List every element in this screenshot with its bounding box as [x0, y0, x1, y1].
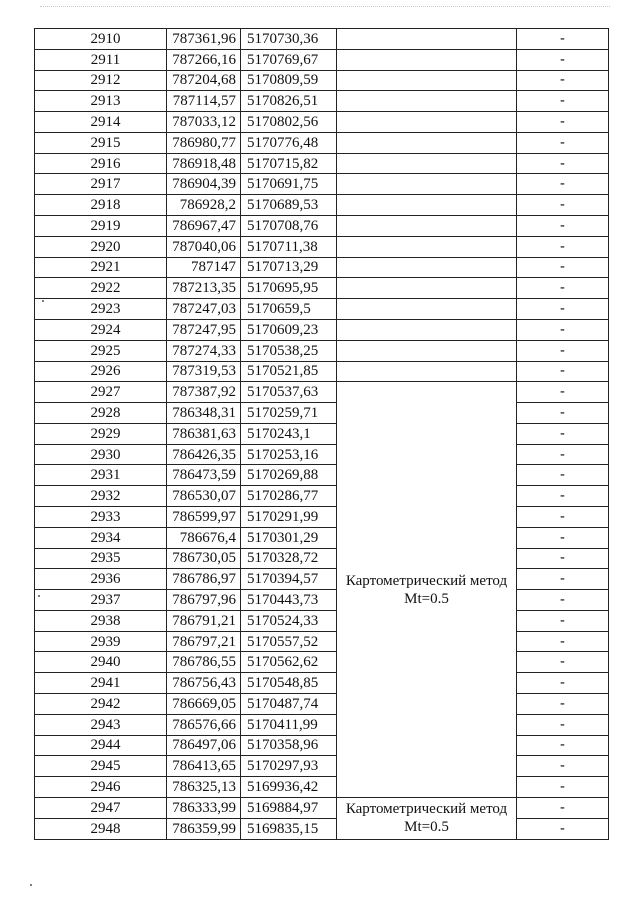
- point-number-cell: 2922: [35, 278, 167, 299]
- table-row: [35, 361, 609, 382]
- point-number-cell: 2910: [35, 29, 167, 50]
- method-cell-empty: [337, 361, 517, 382]
- table-row: [35, 403, 609, 424]
- description-dash-cell: -: [517, 278, 609, 299]
- table-row: [35, 694, 609, 715]
- table-row: [35, 423, 609, 444]
- y-coordinate-cell: 5170802,56: [241, 112, 337, 133]
- description-dash-cell: -: [517, 382, 609, 403]
- point-number-cell: 2938: [35, 610, 167, 631]
- table-row: [35, 735, 609, 756]
- method-cell-empty: [337, 278, 517, 299]
- description-dash-cell: -: [517, 195, 609, 216]
- table-row: [35, 465, 609, 486]
- x-coordinate-cell: 786918,48: [167, 153, 241, 174]
- y-coordinate-cell: 5170695,95: [241, 278, 337, 299]
- x-coordinate-cell: 786786,55: [167, 652, 241, 673]
- method-accuracy: Mt=0.5: [404, 819, 449, 836]
- method-cell-empty: [337, 236, 517, 257]
- x-coordinate-cell: 786473,59: [167, 465, 241, 486]
- y-coordinate-cell: 5170826,51: [241, 91, 337, 112]
- method-cell-empty: [337, 29, 517, 50]
- point-number-cell: 2913: [35, 91, 167, 112]
- y-coordinate-cell: 5169884,97: [241, 797, 337, 818]
- description-dash-cell: -: [517, 735, 609, 756]
- y-coordinate-cell: 5170809,59: [241, 70, 337, 91]
- point-number-cell: 2944: [35, 735, 167, 756]
- scan-speck: [30, 884, 32, 886]
- scan-speck: [42, 300, 44, 302]
- description-dash-cell: -: [517, 694, 609, 715]
- x-coordinate-cell: 786497,06: [167, 735, 241, 756]
- table-row: [35, 112, 609, 133]
- method-cell-empty: [337, 195, 517, 216]
- table-row: [35, 610, 609, 631]
- description-dash-cell: -: [517, 423, 609, 444]
- x-coordinate-cell: 786786,97: [167, 569, 241, 590]
- table-row: [35, 444, 609, 465]
- y-coordinate-cell: 5170443,73: [241, 590, 337, 611]
- x-coordinate-cell: 786426,35: [167, 444, 241, 465]
- x-coordinate-cell: 786359,99: [167, 818, 241, 839]
- table-row: [35, 29, 609, 50]
- y-coordinate-cell: 5170301,29: [241, 527, 337, 548]
- y-coordinate-cell: 5170537,63: [241, 382, 337, 403]
- description-dash-cell: -: [517, 569, 609, 590]
- description-dash-cell: -: [517, 403, 609, 424]
- description-dash-cell: -: [517, 486, 609, 507]
- table-row: [35, 590, 609, 611]
- point-number-cell: 2947: [35, 797, 167, 818]
- y-coordinate-cell: 5170659,5: [241, 299, 337, 320]
- point-number-cell: 2924: [35, 319, 167, 340]
- x-coordinate-cell: 786980,77: [167, 132, 241, 153]
- table-row: [35, 777, 609, 798]
- point-number-cell: 2932: [35, 486, 167, 507]
- table-row: [35, 153, 609, 174]
- x-coordinate-cell: 787274,33: [167, 340, 241, 361]
- y-coordinate-cell: 5170769,67: [241, 49, 337, 70]
- description-dash-cell: -: [517, 91, 609, 112]
- description-dash-cell: -: [517, 590, 609, 611]
- point-number-cell: 2926: [35, 361, 167, 382]
- x-coordinate-cell: 787114,57: [167, 91, 241, 112]
- y-coordinate-cell: 5170259,71: [241, 403, 337, 424]
- point-number-cell: 2921: [35, 257, 167, 278]
- y-coordinate-cell: 5170711,38: [241, 236, 337, 257]
- method-cell-empty: [337, 112, 517, 133]
- x-coordinate-cell: 786797,96: [167, 590, 241, 611]
- table-row: [35, 236, 609, 257]
- point-number-cell: 2916: [35, 153, 167, 174]
- table-row: [35, 714, 609, 735]
- x-coordinate-cell: 786325,13: [167, 777, 241, 798]
- method-name: Картометрический метод: [345, 801, 508, 818]
- method-cell-empty: [337, 49, 517, 70]
- x-coordinate-cell: 786756,43: [167, 673, 241, 694]
- point-number-cell: 2935: [35, 548, 167, 569]
- description-dash-cell: -: [517, 361, 609, 382]
- coordinates-table-body: [35, 29, 609, 840]
- point-number-cell: 2911: [35, 49, 167, 70]
- scan-edge-mark: [40, 6, 610, 8]
- point-number-cell: 2943: [35, 714, 167, 735]
- point-number-cell: 2920: [35, 236, 167, 257]
- x-coordinate-cell: 786413,65: [167, 756, 241, 777]
- y-coordinate-cell: 5170297,93: [241, 756, 337, 777]
- table-row: [35, 216, 609, 237]
- table-row: [35, 797, 609, 818]
- description-dash-cell: -: [517, 818, 609, 839]
- y-coordinate-cell: 5170394,57: [241, 569, 337, 590]
- description-dash-cell: -: [517, 465, 609, 486]
- y-coordinate-cell: 5170730,36: [241, 29, 337, 50]
- point-number-cell: 2927: [35, 382, 167, 403]
- table-row: [35, 569, 609, 590]
- description-dash-cell: -: [517, 216, 609, 237]
- y-coordinate-cell: 5170269,88: [241, 465, 337, 486]
- method-cell-empty: [337, 299, 517, 320]
- y-coordinate-cell: 5170487,74: [241, 694, 337, 715]
- x-coordinate-cell: 786904,39: [167, 174, 241, 195]
- x-coordinate-cell: 787204,68: [167, 70, 241, 91]
- x-coordinate-cell: 787033,12: [167, 112, 241, 133]
- point-number-cell: 2941: [35, 673, 167, 694]
- x-coordinate-cell: 786676,4: [167, 527, 241, 548]
- x-coordinate-cell: 787319,53: [167, 361, 241, 382]
- y-coordinate-cell: 5169835,15: [241, 818, 337, 839]
- table-row: [35, 818, 609, 839]
- x-coordinate-cell: 786599,97: [167, 506, 241, 527]
- method-cell: [337, 382, 517, 798]
- description-dash-cell: -: [517, 631, 609, 652]
- y-coordinate-cell: 5170286,77: [241, 486, 337, 507]
- point-number-cell: 2945: [35, 756, 167, 777]
- description-dash-cell: -: [517, 236, 609, 257]
- x-coordinate-cell: 786530,07: [167, 486, 241, 507]
- method-cell-empty: [337, 340, 517, 361]
- description-dash-cell: -: [517, 756, 609, 777]
- x-coordinate-cell: 787040,06: [167, 236, 241, 257]
- x-coordinate-cell: 787247,03: [167, 299, 241, 320]
- y-coordinate-cell: 5170548,85: [241, 673, 337, 694]
- description-dash-cell: -: [517, 319, 609, 340]
- method-cell-empty: [337, 132, 517, 153]
- y-coordinate-cell: 5170291,99: [241, 506, 337, 527]
- method-accuracy: Mt=0.5: [404, 590, 449, 607]
- y-coordinate-cell: 5170557,52: [241, 631, 337, 652]
- x-coordinate-cell: 787147: [167, 257, 241, 278]
- description-dash-cell: -: [517, 548, 609, 569]
- method-cell-empty: [337, 174, 517, 195]
- x-coordinate-cell: 786791,21: [167, 610, 241, 631]
- description-dash-cell: -: [517, 340, 609, 361]
- point-number-cell: 2919: [35, 216, 167, 237]
- x-coordinate-cell: 786348,31: [167, 403, 241, 424]
- method-cell-empty: [337, 257, 517, 278]
- table-row: [35, 631, 609, 652]
- point-number-cell: 2915: [35, 132, 167, 153]
- table-row: [35, 548, 609, 569]
- description-dash-cell: -: [517, 444, 609, 465]
- y-coordinate-cell: 5170609,23: [241, 319, 337, 340]
- y-coordinate-cell: 5170776,48: [241, 132, 337, 153]
- point-number-cell: 2930: [35, 444, 167, 465]
- y-coordinate-cell: 5170524,33: [241, 610, 337, 631]
- description-dash-cell: -: [517, 652, 609, 673]
- method-cell-empty: [337, 70, 517, 91]
- x-coordinate-cell: 786333,99: [167, 797, 241, 818]
- x-coordinate-cell: 787247,95: [167, 319, 241, 340]
- table-row: [35, 278, 609, 299]
- table-row: [35, 506, 609, 527]
- point-number-cell: 2917: [35, 174, 167, 195]
- point-number-cell: 2936: [35, 569, 167, 590]
- point-number-cell: 2934: [35, 527, 167, 548]
- description-dash-cell: -: [517, 777, 609, 798]
- point-number-cell: 2942: [35, 694, 167, 715]
- method-cell-empty: [337, 153, 517, 174]
- y-coordinate-cell: 5170562,62: [241, 652, 337, 673]
- description-dash-cell: -: [517, 527, 609, 548]
- y-coordinate-cell: 5170708,76: [241, 216, 337, 237]
- x-coordinate-cell: 786928,2: [167, 195, 241, 216]
- point-number-cell: 2918: [35, 195, 167, 216]
- table-row: [35, 652, 609, 673]
- table-row: [35, 70, 609, 91]
- x-coordinate-cell: 787361,96: [167, 29, 241, 50]
- method-cell-empty: [337, 91, 517, 112]
- point-number-cell: 2914: [35, 112, 167, 133]
- point-number-cell: 2925: [35, 340, 167, 361]
- x-coordinate-cell: 786730,05: [167, 548, 241, 569]
- y-coordinate-cell: 5170328,72: [241, 548, 337, 569]
- y-coordinate-cell: 5170713,29: [241, 257, 337, 278]
- y-coordinate-cell: 5170521,85: [241, 361, 337, 382]
- x-coordinate-cell: 787266,16: [167, 49, 241, 70]
- point-number-cell: 2933: [35, 506, 167, 527]
- point-number-cell: 2948: [35, 818, 167, 839]
- x-coordinate-cell: 786381,63: [167, 423, 241, 444]
- x-coordinate-cell: 787213,35: [167, 278, 241, 299]
- x-coordinate-cell: 786669,05: [167, 694, 241, 715]
- point-number-cell: 2937: [35, 590, 167, 611]
- x-coordinate-cell: 786967,47: [167, 216, 241, 237]
- description-dash-cell: -: [517, 797, 609, 818]
- description-dash-cell: -: [517, 714, 609, 735]
- table-row: [35, 49, 609, 70]
- x-coordinate-cell: 786576,66: [167, 714, 241, 735]
- point-number-cell: 2929: [35, 423, 167, 444]
- description-dash-cell: -: [517, 257, 609, 278]
- table-row: [35, 91, 609, 112]
- description-dash-cell: -: [517, 132, 609, 153]
- x-coordinate-cell: 787387,92: [167, 382, 241, 403]
- description-dash-cell: -: [517, 174, 609, 195]
- table-row: [35, 174, 609, 195]
- method-cell: [337, 797, 517, 839]
- y-coordinate-cell: 5170243,1: [241, 423, 337, 444]
- description-dash-cell: -: [517, 299, 609, 320]
- y-coordinate-cell: 5170691,75: [241, 174, 337, 195]
- point-number-cell: 2928: [35, 403, 167, 424]
- description-dash-cell: -: [517, 153, 609, 174]
- description-dash-cell: -: [517, 112, 609, 133]
- scan-speck: [38, 595, 40, 597]
- table-row: [35, 673, 609, 694]
- table-row: [35, 195, 609, 216]
- y-coordinate-cell: 5170715,82: [241, 153, 337, 174]
- table-row: [35, 340, 609, 361]
- x-coordinate-cell: 786797,21: [167, 631, 241, 652]
- table-row: [35, 756, 609, 777]
- description-dash-cell: -: [517, 70, 609, 91]
- description-dash-cell: -: [517, 29, 609, 50]
- y-coordinate-cell: 5170538,25: [241, 340, 337, 361]
- description-dash-cell: -: [517, 506, 609, 527]
- point-number-cell: 2939: [35, 631, 167, 652]
- table-row: [35, 486, 609, 507]
- point-number-cell: 2946: [35, 777, 167, 798]
- point-number-cell: 2912: [35, 70, 167, 91]
- description-dash-cell: -: [517, 610, 609, 631]
- method-cell-empty: [337, 216, 517, 237]
- method-name: Картометрический метод: [345, 572, 508, 589]
- y-coordinate-cell: 5170358,96: [241, 735, 337, 756]
- table-row: [35, 257, 609, 278]
- coordinates-table: [34, 28, 609, 840]
- description-dash-cell: -: [517, 673, 609, 694]
- table-row: [35, 299, 609, 320]
- y-coordinate-cell: 5170411,99: [241, 714, 337, 735]
- point-number-cell: 2931: [35, 465, 167, 486]
- table-row: [35, 319, 609, 340]
- description-dash-cell: -: [517, 49, 609, 70]
- point-number-cell: 2940: [35, 652, 167, 673]
- method-cell-empty: [337, 319, 517, 340]
- y-coordinate-cell: 5170689,53: [241, 195, 337, 216]
- table-row: [35, 382, 609, 403]
- y-coordinate-cell: 5169936,42: [241, 777, 337, 798]
- y-coordinate-cell: 5170253,16: [241, 444, 337, 465]
- point-number-cell: 2923: [35, 299, 167, 320]
- table-row: [35, 132, 609, 153]
- table-row: [35, 527, 609, 548]
